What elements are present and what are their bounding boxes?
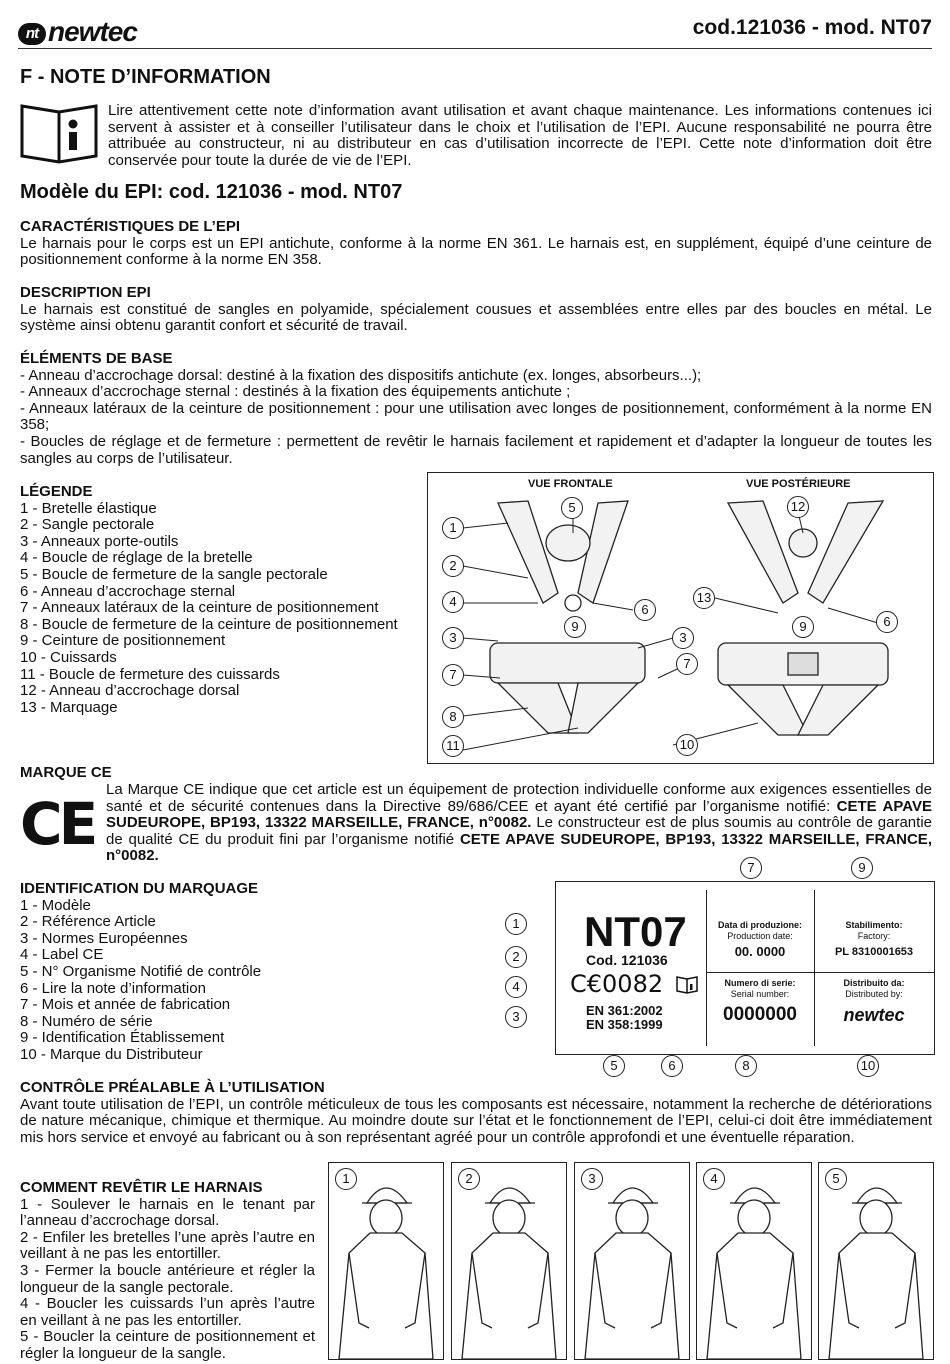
section-ce-title: MARQUE CE bbox=[20, 764, 112, 781]
step-number: 2 bbox=[458, 1168, 480, 1190]
callout-front-5: 5 bbox=[561, 497, 583, 519]
logo-mark-icon: nt bbox=[18, 23, 46, 45]
list-item: 2 - Référence Article bbox=[20, 913, 156, 931]
list-item: - Anneaux d’accrochage sternal : destinés à la fixation des équipements antichute ; bbox=[20, 383, 571, 401]
label-divider-h bbox=[706, 972, 934, 973]
harness-drawing bbox=[428, 473, 933, 763]
callout-back-12: 12 bbox=[787, 496, 809, 518]
product-code: cod.121036 - mod. NT07 bbox=[692, 16, 932, 39]
list-item: 6 - Lire la note d’information bbox=[20, 979, 206, 997]
callout-label-10: 10 bbox=[857, 1055, 879, 1077]
list-item: 5 - N° Organisme Notifié de contrôle bbox=[20, 962, 262, 980]
list-item: 7 - Anneaux latéraux de la ceinture de positionnement bbox=[20, 599, 379, 617]
list-item: - Anneaux latéraux de la ceinture de positionnement : pour une utilisation avec longes de positionnement, conformément à la norme EN 358; bbox=[20, 399, 932, 434]
callout-front-11: 11 bbox=[442, 735, 464, 757]
list-item: 9 - Ceinture de positionnement bbox=[20, 632, 226, 650]
section-controle: CONTRÔLE PRÉALABLE À L’UTILISATION Avant toute utilisation de l’EPI, un contrôle méticuleux de tous les composants est nécessaire, notamment la recherche de détériorations de nature mécanique, chimique et thermique. Au moindre doute sur l’état et le fonctionnement de l’EPI, celui-ci doit être immédiatement mis hors service et envoyé au fabricant ou à son représentant agréé pour un contrôle approfondi et une éventuelle réparation. bbox=[20, 1079, 932, 1146]
list-item: 1 - Bretelle élastique bbox=[20, 499, 157, 517]
callout-label-5: 5 bbox=[603, 1055, 625, 1077]
list-item: 8 - Numéro de série bbox=[20, 1012, 153, 1030]
list-item: 9 - Identification Établissement bbox=[20, 1029, 225, 1047]
section-elements: ÉLÉMENTS DE BASE - Anneau d’accrochage dorsal: destiné à la fixation des dispositifs antichute (ex. longes, absorbeurs...); - Anneaux d’accrochage sternal : destinés à la fixation des équipements antichute ; - Anneaux latéraux de la ceinture de positionnement : pour une utilisation avec longes de positionnement, conformément à la norme EN 358; - Boucles de réglage et de fermeture : permettent de revêtir le harnais facilement et rapidement et d’adapter la longueur de toutes les sangles au corps de l’utilisateur. bbox=[20, 350, 932, 467]
distributor-logo: newtec bbox=[843, 1005, 905, 1025]
callout-label-6: 6 bbox=[661, 1055, 683, 1077]
step-panel-5 bbox=[818, 1162, 934, 1360]
harness-figure bbox=[427, 472, 934, 764]
step-panel-3 bbox=[574, 1162, 690, 1360]
header-divider bbox=[18, 48, 932, 49]
section-identification: IDENTIFICATION DU MARQUAGE 1 - Modèle 2 - Référence Article 3 - Normes Européennes 4 - Label CE 5 - N° Organisme Notifié de contrôle 6 - Lire la note d’information 7 - Mois et année de fabrication 8 - Numéro de série 9 - Identification Établissement 10 - Marque du Distributeur bbox=[20, 881, 350, 1064]
callout-label-2: 2 bbox=[505, 946, 527, 968]
list-item: 2 - Sangle pectorale bbox=[20, 516, 155, 534]
list-item: 7 - Mois et année de fabrication bbox=[20, 996, 231, 1014]
callout-label-3: 3 bbox=[505, 1006, 527, 1028]
callout-front-9: 9 bbox=[564, 616, 586, 638]
label-date: Data di produzione: Production date: 00. 0000 bbox=[718, 920, 802, 959]
list-item: 13 - Marquage bbox=[20, 698, 118, 716]
list-item: 5 - Boucle de fermeture de la sangle pectorale bbox=[20, 565, 328, 583]
callout-label-1: 1 bbox=[505, 913, 527, 935]
page-title: F - NOTE D’INFORMATION bbox=[20, 66, 271, 88]
callout-back-7: 7 bbox=[676, 653, 698, 675]
list-item: 4 - Boucle de réglage de la bretelle bbox=[20, 549, 253, 567]
worker-figure-icon bbox=[575, 1163, 689, 1359]
worker-figure-icon bbox=[697, 1163, 811, 1359]
callout-front-4: 4 bbox=[442, 591, 464, 613]
intro-text: Lire attentivement cette note d’information avant utilisation et avant chaque maintenance. Les informations contenues ici servent à assister et à conseiller l’utilisateur dans le choix et l’utilisation de l’EPI. Aucune responsabilité ne pourra être attribuée au constructeur, ni au distributeur en cas d’utilisation incorrecte de l’EPI. Cette note d’information doit être conservée pour toute la durée de vie de l’EPI. bbox=[108, 102, 932, 169]
callout-back-6: 6 bbox=[876, 611, 898, 633]
worker-figure-icon bbox=[819, 1163, 933, 1359]
callout-label-9: 9 bbox=[851, 857, 873, 879]
list-item: 6 - Anneau d’accrochage sternal bbox=[20, 582, 236, 600]
callout-front-1: 1 bbox=[442, 517, 464, 539]
step-panel-2 bbox=[451, 1162, 567, 1360]
back-view-label: VUE POSTÉRIEURE bbox=[746, 478, 851, 490]
step-number: 4 bbox=[703, 1168, 725, 1190]
list-item: 2 - Enfiler les bretelles l’une après l’autre en veillant à ne pas les entortiller. bbox=[20, 1228, 315, 1263]
info-book-small-icon bbox=[676, 976, 698, 994]
step-number: 5 bbox=[825, 1168, 847, 1190]
callout-back-13: 13 bbox=[693, 587, 715, 609]
list-item: 3 - Fermer la boucle antérieure et régler la longueur de la sangle pectorale. bbox=[20, 1261, 315, 1296]
label-ce: C€0082 bbox=[570, 970, 664, 998]
callout-back-9: 9 bbox=[792, 616, 814, 638]
product-label bbox=[555, 881, 935, 1055]
worker-figure-icon bbox=[452, 1163, 566, 1359]
label-serial: Numero di serie: Serial number: 0000000 bbox=[723, 978, 797, 1025]
list-item: 5 - Boucler la ceinture de positionnement et régler la longueur de la sangle. bbox=[20, 1328, 315, 1362]
model-title: Modèle du EPI: cod. 121036 - mod. NT07 bbox=[20, 181, 403, 203]
callout-back-10: 10 bbox=[676, 734, 698, 756]
ce-mark-icon: CE bbox=[20, 790, 95, 858]
callout-front-7: 7 bbox=[442, 664, 464, 686]
callout-label-8: 8 bbox=[735, 1055, 757, 1077]
list-item: 1 - Modèle bbox=[20, 896, 91, 914]
list-item: 3 - Anneaux porte-outils bbox=[20, 532, 179, 550]
list-item: 1 - Soulever le harnais en le tenant par l’anneau d’accrochage dorsal. bbox=[20, 1195, 315, 1230]
callout-front-6: 6 bbox=[634, 599, 656, 621]
section-caracteristiques: CARACTÉRISTIQUES DE L’EPI Le harnais pour le corps est un EPI antichute, conforme à la norme EN 361. Le harnais est, en supplément, équipé d’une ceinture de positionnement conforme à la norme EN 358. bbox=[20, 218, 932, 269]
list-item: 12 - Anneau d’accrochage dorsal bbox=[20, 682, 240, 700]
section-revetir: COMMENT REVÊTIR LE HARNAIS 1 - Soulever le harnais en le tenant par l’anneau d’accrochage dorsal. 2 - Enfiler les bretelles l’une après l’autre en veillant à ne pas les entortiller. 3 - Fermer la boucle antérieure et régler la longueur de la sangle pectorale. 4 - Boucler les cuissards l’un après l’autre en veillant à ne pas les entortiller. 5 - Boucler la ceinture de positionnement et régler la longueur de la sangle. bbox=[20, 1179, 315, 1362]
label-distributor: Distribuito da: Distributed by: newtec bbox=[843, 978, 905, 1025]
list-item: 4 - Label CE bbox=[20, 946, 104, 964]
callout-label-4: 4 bbox=[505, 976, 527, 998]
list-item: 10 - Cuissards bbox=[20, 648, 117, 666]
label-model: NT07 bbox=[584, 908, 687, 955]
callout-front-8: 8 bbox=[442, 706, 464, 728]
front-view-label: VUE FRONTALE bbox=[528, 478, 613, 490]
list-item: 3 - Normes Européennes bbox=[20, 929, 188, 947]
list-item: - Boucles de réglage et de fermeture : permettent de revêtir le harnais facilement et rapidement et d’adapter la longueur de toutes les sangles au corps de l’utilisateur. bbox=[20, 432, 932, 467]
label-norms: EN 361:2002 EN 358:1999 bbox=[586, 1003, 663, 1032]
section-legende: LÉGENDE 1 - Bretelle élastique 2 - Sangle pectorale 3 - Anneaux porte-outils 4 - Boucle de réglage de la bretelle 5 - Boucle de fermeture de la sangle pectorale 6 - Anneau d’accrochage sternal 7 - Anneaux latéraux de la ceinture de positionnement 8 - Boucle de fermeture de la ceinture de positionnement 9 - Ceinture de positionnement 10 - Cuissards 11 - Boucle de fermeture des cuissards 12 - Anneau d’accrochage dorsal 13 - Marquage bbox=[20, 484, 420, 716]
callout-front-2: 2 bbox=[442, 555, 464, 577]
brand-logo: nt newtec bbox=[18, 16, 137, 48]
list-item: 4 - Boucler les cuissards l’un après l’autre en veillant à ne pas les entortiller. bbox=[20, 1295, 315, 1329]
step-number: 3 bbox=[581, 1168, 603, 1190]
step-panel-4 bbox=[696, 1162, 812, 1360]
step-number: 1 bbox=[335, 1168, 357, 1190]
info-book-icon bbox=[18, 104, 100, 164]
callout-label-7: 7 bbox=[740, 857, 762, 879]
list-item: - Anneau d’accrochage dorsal: destiné à la fixation des dispositifs antichute (ex. longes, absorbeurs...); bbox=[20, 366, 702, 384]
list-item: 11 - Boucle de fermeture des cuissards bbox=[20, 665, 280, 683]
ce-text: La Marque CE indique que cet article est un équipement de protection individuelle conforme aux exigences essentielles de santé et de sécurité contenues dans la Directive 89/686/CEE et ayant été certifié par l’organisme notifié: CETE APAVE SUDEUROPE, BP193, 13322 MARSEILLE, FRANCE, n°0082. Le constructeur est de plus soumis au contrôle de garantie de qualité CE du produit fini par l’organisme notifié CETE APAVE SUDEUROPE, BP193, 13322 MARSEILLE, FRANCE, n°0082. bbox=[106, 781, 932, 865]
list-item: 8 - Boucle de fermeture de la ceinture de positionnement bbox=[20, 615, 398, 633]
callout-front-3: 3 bbox=[442, 627, 464, 649]
step-panel-1 bbox=[328, 1162, 444, 1360]
worker-figure-icon bbox=[329, 1163, 443, 1359]
callout-front-3b: 3 bbox=[672, 627, 694, 649]
list-item: 10 - Marque du Distributeur bbox=[20, 1045, 203, 1063]
section-description: DESCRIPTION EPI Le harnais est constitué de sangles en polyamide, spécialement cousues et assemblées entre elles par des boucles en métal. Le système ainsi obtenu garantit confort et sécurité de travail. bbox=[20, 284, 932, 335]
label-cod: Cod. 121036 bbox=[586, 952, 668, 968]
label-factory: Stabilimento: Factory: PL 8310001653 bbox=[834, 920, 914, 958]
